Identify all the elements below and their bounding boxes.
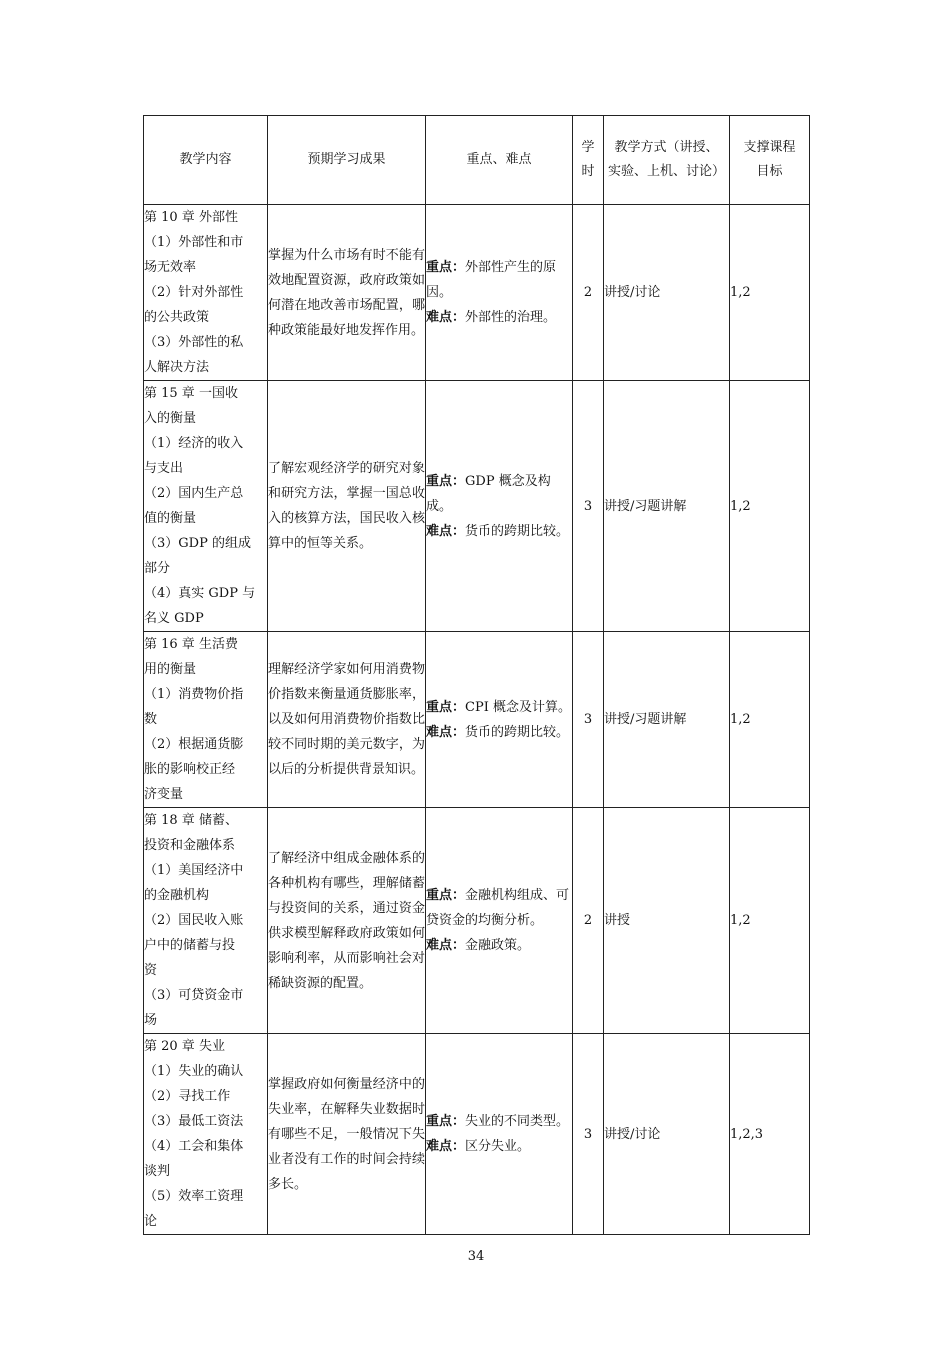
table-row xyxy=(144,632,810,808)
content-line: （1）消费物价指 xyxy=(144,687,244,702)
header-hours-line1: 学 xyxy=(581,140,595,155)
table-row xyxy=(144,381,810,632)
chapter-content xyxy=(144,205,268,381)
content-line: 场 xyxy=(144,1013,158,1028)
learning-outcome: 了解宏观经济学的研究对象和研究方法，掌握一国总收入的核算方法，国民收入核算中的恒等关系。 xyxy=(268,381,426,632)
method-cell: 讲授 xyxy=(604,808,730,1034)
content-line: 谈判 xyxy=(144,1164,171,1179)
chapter-content xyxy=(144,381,268,632)
key-text: 外部性产生的原因。 xyxy=(426,260,557,300)
method-cell: 讲授/习题讲解 xyxy=(604,632,730,808)
content-line: 用的衡量 xyxy=(144,662,197,677)
difficulty-text: 外部性的治理。 xyxy=(465,310,557,325)
content-line: 的金融机构 xyxy=(144,888,210,903)
content-line: 资 xyxy=(144,963,158,978)
content-line: 场无效率 xyxy=(144,260,197,275)
content-line: （3）外部性的私 xyxy=(144,335,244,350)
content-line: （3）可贷资金市 xyxy=(144,988,244,1003)
page-number: 34 xyxy=(467,1249,485,1264)
content-line: 第 10 章 外部性 xyxy=(144,210,238,225)
key-points xyxy=(426,205,573,381)
content-line: 第 18 章 储蓄、 xyxy=(144,813,238,828)
chapter-content xyxy=(144,1034,268,1235)
header-hours-line2: 时 xyxy=(581,164,595,179)
content-line: 数 xyxy=(144,712,158,727)
key-text: 失业的不同类型。 xyxy=(465,1114,570,1129)
key-points xyxy=(426,1034,573,1235)
chapter-content xyxy=(144,632,268,808)
header-goals xyxy=(730,116,810,205)
difficulty-label: 难点： xyxy=(426,310,466,325)
header-hours xyxy=(573,116,604,205)
content-line: 入的衡量 xyxy=(144,411,197,426)
table-row xyxy=(144,808,810,1034)
goals-cell: 1,2 xyxy=(730,808,810,1034)
content-line: （4）工会和集体 xyxy=(144,1139,244,1154)
hours-cell: 3 xyxy=(573,632,604,808)
content-line: 户中的储蓄与投 xyxy=(144,938,236,953)
goals-cell: 1,2,3 xyxy=(730,1034,810,1235)
difficulty-text: 金融政策。 xyxy=(465,938,531,953)
difficulty-label: 难点： xyxy=(426,1139,466,1154)
difficulty-label: 难点： xyxy=(426,523,466,539)
header-goals-line1: 支撑课程 xyxy=(743,140,796,155)
content-line: 胀的影响校正经 xyxy=(144,762,236,777)
hours-cell: 2 xyxy=(573,205,604,381)
content-line: （2）针对外部性 xyxy=(144,285,244,300)
key-label: 重点： xyxy=(426,888,466,903)
content-line: （3）最低工资法 xyxy=(144,1114,244,1129)
hours-cell: 2 xyxy=(573,808,604,1034)
key-label: 重点： xyxy=(426,473,466,489)
content-line: 名义 GDP xyxy=(144,611,204,626)
content-line: （3）GDP 的组成 xyxy=(144,536,251,551)
key-points xyxy=(426,381,573,632)
content-line: （4）真实 GDP 与 xyxy=(144,586,256,601)
content-line: 的公共政策 xyxy=(144,310,210,325)
difficulty-label: 难点： xyxy=(426,724,466,740)
hours-cell: 3 xyxy=(573,381,604,632)
content-line: （2）国民收入账 xyxy=(144,913,244,928)
content-line: 与支出 xyxy=(144,461,184,476)
goals-cell: 1,2 xyxy=(730,205,810,381)
header-keypoints: 重点、难点 xyxy=(426,116,573,205)
header-method-line2: 实验、上机、讨论） xyxy=(607,164,725,179)
key-points xyxy=(426,808,573,1034)
content-line: （1）外部性和市 xyxy=(144,235,244,250)
key-text: CPI 概念及计算。 xyxy=(465,699,571,715)
learning-outcome: 理解经济学家如何用消费物价指数来衡量通货膨胀率，以及如何用消费物价指数比较不同时期的美元数字，为以后的分析提供背景知识。 xyxy=(268,632,426,808)
header-method xyxy=(604,116,730,205)
content-line: （1）美国经济中 xyxy=(144,863,244,878)
header-row xyxy=(144,116,810,205)
chapter-content xyxy=(144,808,268,1034)
learning-outcome: 了解经济中组成金融体系的各种机构有哪些，理解储蓄与投资间的关系，通过资金供求模型解释政府政策如何影响利率，从而影响社会对稀缺资源的配置。 xyxy=(268,808,426,1034)
method-cell: 讲授/习题讲解 xyxy=(604,381,730,632)
key-text: 金融机构组成、可贷资金的均衡分析。 xyxy=(426,888,570,928)
method-cell: 讲授/讨论 xyxy=(604,205,730,381)
header-goals-line2: 目标 xyxy=(756,164,783,179)
content-line: （5）效率工资理 xyxy=(144,1189,244,1204)
difficulty-text: 货币的跨期比较。 xyxy=(465,523,570,539)
content-line: 部分 xyxy=(144,561,171,576)
header-outcome: 预期学习成果 xyxy=(268,116,426,205)
content-line: （1）经济的收入 xyxy=(144,436,244,451)
goals-cell: 1,2 xyxy=(730,632,810,808)
content-line: 论 xyxy=(144,1214,158,1229)
content-line: 投资和金融体系 xyxy=(144,838,236,853)
key-text: GDP 概念及构成。 xyxy=(426,473,551,514)
difficulty-text: 区分失业。 xyxy=(465,1139,531,1154)
content-line: 人解决方法 xyxy=(144,360,210,375)
content-line: （2）根据通货膨 xyxy=(144,737,244,752)
key-label: 重点： xyxy=(426,260,466,275)
table-row xyxy=(144,205,810,381)
key-label: 重点： xyxy=(426,699,466,715)
table-body xyxy=(144,205,810,1235)
goals-cell: 1,2 xyxy=(730,381,810,632)
header-method-line1: 教学方式（讲授、 xyxy=(614,140,719,155)
content-line: 第 16 章 生活费 xyxy=(144,637,238,652)
content-line: （1）失业的确认 xyxy=(144,1064,244,1079)
difficulty-text: 货币的跨期比较。 xyxy=(465,724,570,740)
method-cell: 讲授/讨论 xyxy=(604,1034,730,1235)
difficulty-label: 难点： xyxy=(426,938,466,953)
content-line: （2）寻找工作 xyxy=(144,1089,231,1104)
content-line: 第 20 章 失业 xyxy=(144,1039,225,1054)
key-points xyxy=(426,632,573,808)
content-line: 第 15 章 一国收 xyxy=(144,386,238,401)
content-line: （2）国内生产总 xyxy=(144,486,244,501)
hours-cell: 3 xyxy=(573,1034,604,1235)
content-line: 济变量 xyxy=(144,787,184,802)
content-line: 值的衡量 xyxy=(144,511,197,526)
header-content: 教学内容 xyxy=(144,116,268,205)
table-row xyxy=(144,1034,810,1235)
key-label: 重点： xyxy=(426,1114,466,1129)
syllabus-table xyxy=(143,115,810,1235)
learning-outcome: 掌握为什么市场有时不能有效地配置资源，政府政策如何潜在地改善市场配置，哪种政策能最好地发挥作用。 xyxy=(268,205,426,381)
learning-outcome: 掌握政府如何衡量经济中的失业率，在解释失业数据时有哪些不足，一般情况下失业者没有工作的时间会持续多长。 xyxy=(268,1034,426,1235)
